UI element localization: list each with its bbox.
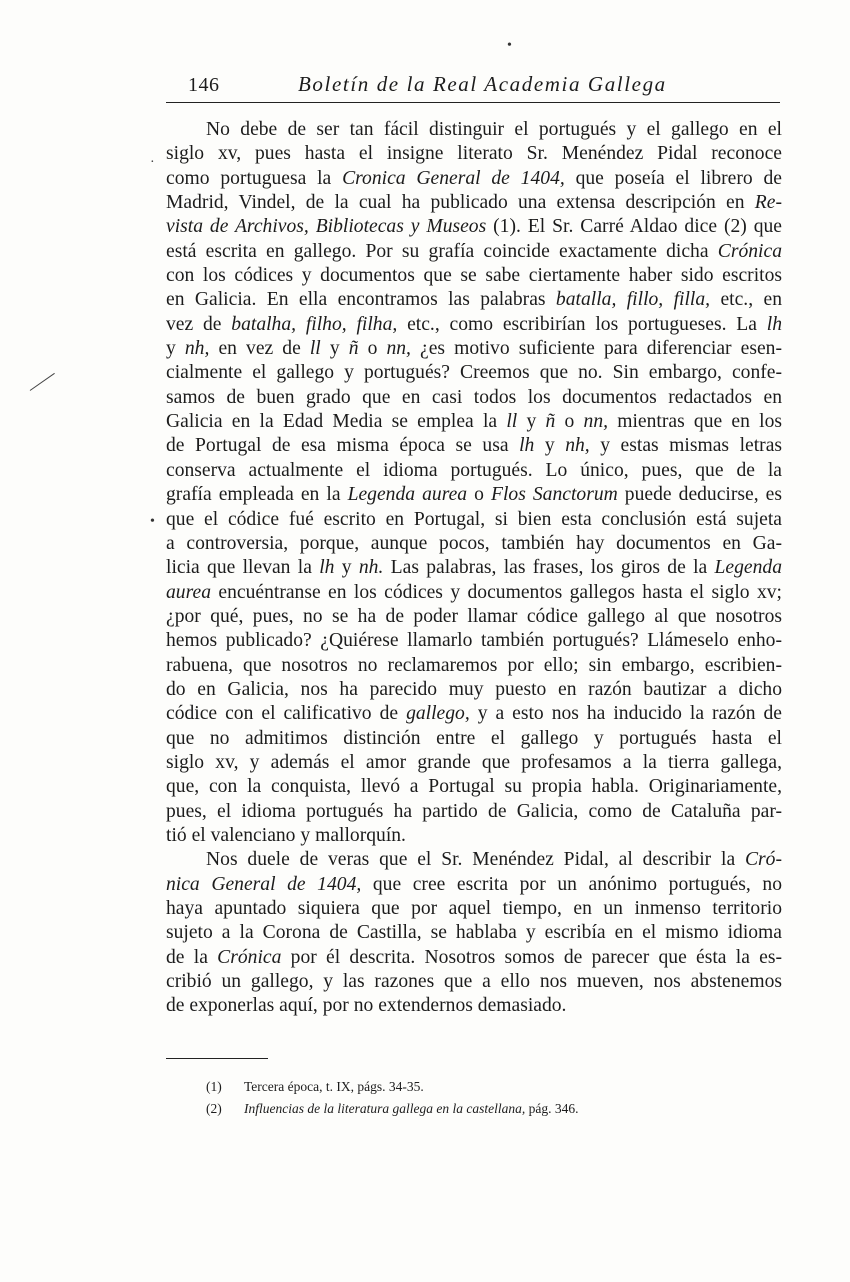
text-line: sujeto a la Corona de Castilla, se hablaba y escribía en el mismo idioma <box>166 922 782 944</box>
text-line: vista de Archivos, Bibliotecas y Museos (1). El Sr. Carré Aldao dice (2) que <box>166 216 783 238</box>
footnote-1 <box>206 1076 726 1098</box>
stray-mark: • <box>150 514 155 529</box>
text-line: grafía empleada en la Legenda aurea o Flos Sanctorum puede deducirse, es <box>166 484 782 506</box>
italic-text: Legenda <box>714 557 783 579</box>
italic-text: nh. <box>358 557 384 579</box>
text-line: haya apuntado siquiera que por aquel tiempo, en un inmenso territorio <box>166 898 782 919</box>
italic-text: ñ <box>545 411 556 433</box>
italic-text: nn, <box>583 411 609 433</box>
text-line: do en Galicia, nos ha parecido muy puesto en razón bautizar a dicho <box>166 678 782 700</box>
italic-text: Legenda aurea <box>347 484 468 506</box>
text-line: siglo xv, y además el amor grande que profesamos a la tierra gallega, <box>166 751 782 773</box>
page-number: 146 <box>188 74 220 96</box>
text-line: códice con el calificativo de gallego, y a esto nos ha inducido la razón de <box>166 703 782 725</box>
italic-text: Flos Sanctorum <box>490 484 618 506</box>
text-line: en Galicia. En ella encontramos las palabras batalla, fillo, filla, etc., en <box>166 289 782 311</box>
paragraph-1 <box>166 118 782 848</box>
text-line: tió el valenciano y mallorquín. <box>166 824 406 846</box>
text-line: samos de buen grado que en casi todos los documentos redactados en <box>166 386 782 408</box>
text-line: y nh, en vez de ll y ñ o nn, ¿es motivo suficiente para diferenciar esen- <box>166 338 782 360</box>
text-line: siglo xv, pues hasta el insigne literato Sr. Menéndez Pidal reconoce <box>166 143 782 165</box>
text-line: pues, el idioma portugués ha partido de Galicia, como de Cataluña par- <box>166 800 782 822</box>
text-line: rabuena, que nosotros no reclamaremos por ello; sin embargo, escribien- <box>166 654 782 676</box>
footnote-number: (1) <box>206 1079 222 1094</box>
italic-text: batalha, filho, filha, <box>231 313 398 335</box>
footnote-text: pág. 346. <box>525 1101 579 1116</box>
italic-text: batalla, fillo, filla, <box>555 289 711 311</box>
footnote-number: (2) <box>206 1101 222 1116</box>
text-line: nica General de 1404, que cree escrita por un anónimo portugués, no <box>166 873 782 895</box>
page-header <box>166 72 780 103</box>
text-line: está escrita en gallego. Por su grafía coincide exactamente dicha Crónica <box>166 240 782 262</box>
stray-pen-stroke <box>30 373 55 391</box>
text-line: aurea encuéntranse en los códices y documentos gallegos hasta el siglo xv; <box>166 581 782 603</box>
text-line: ¿por qué, pues, no se ha de poder llamar códice gallego al que nosotros <box>166 605 782 627</box>
text-line: Madrid, Vindel, de la cual ha publicado una extensa descripción en Re- <box>166 192 782 214</box>
stray-mark: • <box>507 38 512 53</box>
italic-text: Cronica General de 1404, <box>342 167 565 189</box>
text-line: como portuguesa la Cronica General de 1404, que poseía el librero de <box>166 167 782 189</box>
body-text <box>166 118 782 1019</box>
text-line: vez de batalha, filho, filha, etc., como escribirían los portugueses. La lh <box>166 313 783 335</box>
paragraph-2 <box>166 848 782 1018</box>
text-line: que el códice fué escrito en Portugal, si bien esta conclusión está sujeta <box>166 508 782 530</box>
text-line: a controversia, porque, aunque pocos, también hay documentos en Ga- <box>166 532 782 554</box>
running-title: Boletín de la Real Academia Gallega <box>298 72 667 96</box>
italic-text: ll <box>506 411 518 433</box>
italic-text: nh, <box>565 435 590 457</box>
italic-text: aurea <box>166 581 211 603</box>
text-line: con los códices y documentos que se sabe ciertamente haber sido escritos <box>166 265 782 287</box>
text-line: Galicia en la Edad Media se emplea la ll y ñ o nn, mientras que en los <box>166 411 783 433</box>
italic-text: Crónica <box>717 240 782 262</box>
italic-text: vista de Archivos, Bibliotecas y Museos <box>166 216 487 238</box>
text-line: que no admitimos distinción entre el gallego y portugués hasta el <box>166 727 782 749</box>
footnote-rule <box>166 1058 268 1059</box>
italic-text: gallego, <box>406 703 470 725</box>
italic-text: lh <box>766 313 783 335</box>
stray-mark: · <box>150 155 155 170</box>
text-line: de Portugal de esa misma época se usa lh y nh, y estas mismas letras <box>166 435 783 457</box>
italic-text: ll <box>309 338 321 360</box>
text-line: No debe de ser tan fácil distinguir el portugués y el gallego en el <box>206 119 782 140</box>
text-line: licia que llevan la lh y nh. Las palabras, las frases, los giros de la Legenda <box>166 557 783 579</box>
italic-text: lh <box>319 557 335 579</box>
italic-text: Crónica <box>217 946 282 968</box>
text-line: que, con la conquista, llevó a Portugal su propia habla. Originariamente, <box>166 776 782 798</box>
footnote-title: Influencias de la literatura gallega en la castellana, <box>244 1101 526 1116</box>
italic-text: nh, <box>184 338 210 360</box>
text-line: Nos duele de veras que el Sr. Menéndez Pidal, al describir la Cró- <box>206 849 782 871</box>
italic-text: nica General de 1404, <box>166 873 362 895</box>
italic-text: Re- <box>754 192 782 214</box>
footnote-text: Tercera época, t. IX, págs. 34-35. <box>244 1079 424 1094</box>
italic-text: nn, <box>386 338 411 360</box>
text-line: de exponerlas aquí, por no extendernos demasiado. <box>166 995 567 1017</box>
footnote-2 <box>206 1098 726 1120</box>
italic-text: lh <box>519 435 535 457</box>
text-line: de la Crónica por él descrita. Nosotros somos de parecer que ésta la es- <box>166 946 782 968</box>
text-line: cribió un gallego, y las razones que a ello nos mueven, nos abstenemos <box>166 971 782 993</box>
italic-text: Cró- <box>744 849 782 871</box>
text-line: conserva actualmente el idioma portugués. Lo único, pues, que de la <box>166 459 782 481</box>
text-line: hemos publicado? ¿Quiérese llamarlo también portugués? Llámeselo enho- <box>166 630 782 652</box>
text-line: cialmente el gallego y portugués? Creemos que no. Sin embargo, confe- <box>166 362 782 384</box>
footnotes <box>206 1076 726 1120</box>
italic-text: ñ <box>348 338 359 360</box>
